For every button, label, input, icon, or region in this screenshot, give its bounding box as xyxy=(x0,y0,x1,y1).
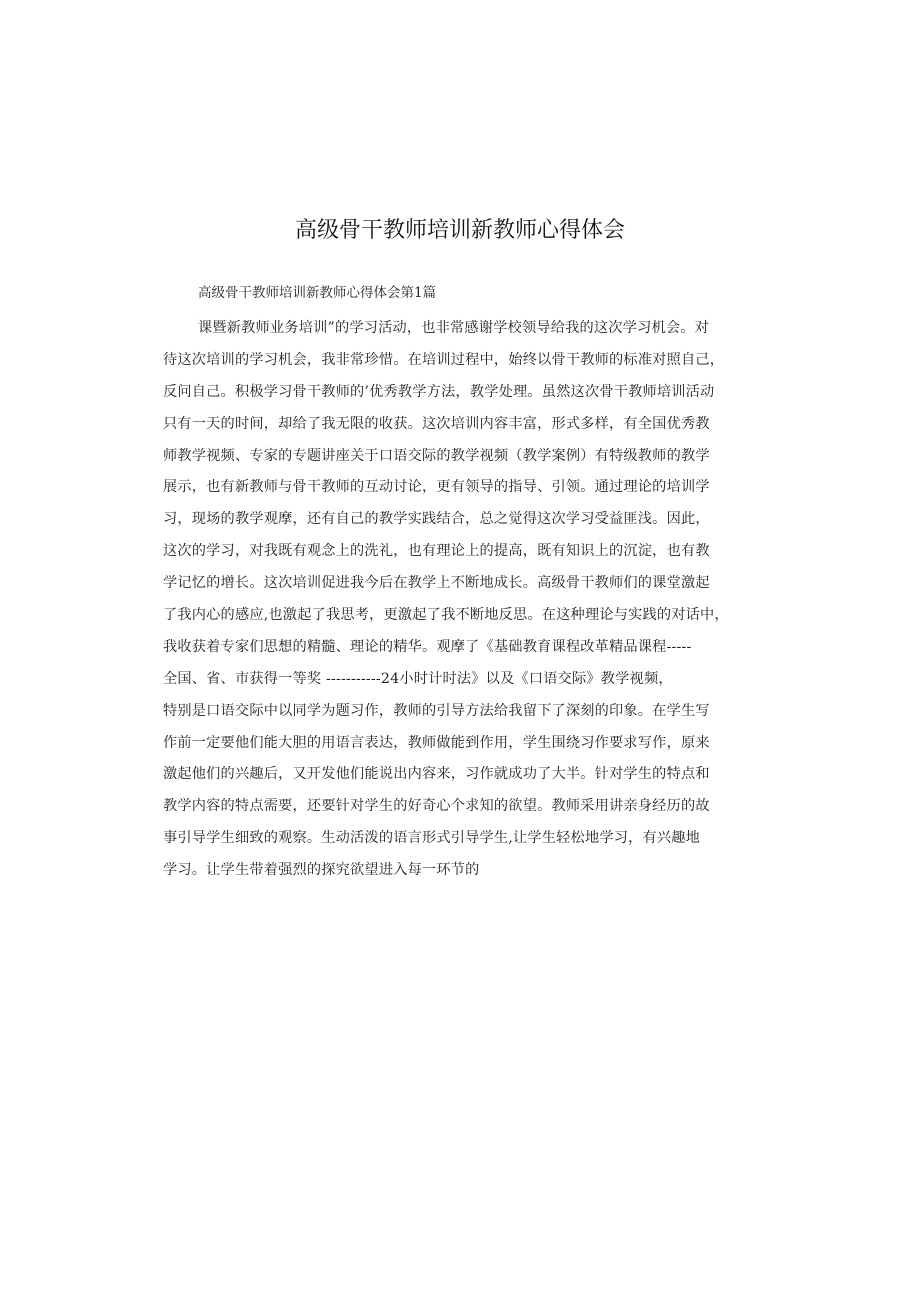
body-line: 习，现场的教学观摩，还有自己的教学实践结合，总之觉得这次学习受益匪浅。因此， xyxy=(163,511,710,528)
body-line: 特别是口语交际中以同学为题习作，教师的引导方法给我留下了深刻的印象。在学生写 xyxy=(163,702,710,719)
body-line: 师教学视频、专家的专题讲座关于口语交际的教学视频（教学案例）有特级教师的教学 xyxy=(163,447,710,464)
body-line: 全国、省、市获得一等奖 -----------24小时计时法》以及《口语交际》教学视频， xyxy=(163,670,673,687)
body-line: 学记忆的增长。这次培训促进我今后在教学上不断地成长。高级骨干教师们的课堂激起 xyxy=(163,575,710,592)
body-line: 课暨新教师业务培训”的学习活动，也非常感谢学校领导给我的这次学习机会。对 xyxy=(198,320,710,336)
body-line: 我收获着专家们思想的精髓、理论的精华。观摩了《基础教育课程改革精品课程----- xyxy=(163,638,692,655)
body-line: 展示，也有新教师与骨干教师的互动讨论，更有领导的指导、引领。通过理论的培训学 xyxy=(163,479,710,496)
section-heading: 高级骨干教师培训新教师心得体会第1篇 xyxy=(198,285,437,301)
document-title: 高级骨干教师培训新教师心得体会 xyxy=(294,218,625,243)
body-line: 教学内容的特点需要，还要针对学生的好奇心个求知的欲望。教师采用讲亲身经历的故 xyxy=(163,798,710,815)
body-line: 反问自己。积极学习骨干教师的’优秀教学方法，教学处理。虽然这次骨干教师培训活动 xyxy=(163,383,715,400)
body-text xyxy=(163,313,763,887)
body-line: 这次的学习，对我既有观念上的洗礼，也有理论上的提高，既有知识上的沉淀，也有教 xyxy=(163,543,710,560)
body-line: 作前一定要他们能大胆的用语言表达，教师做能到作用，学生围绕习作要求写作，原来 xyxy=(163,734,710,751)
body-line: 只有一天的时间，却给了我无限的收获。这次培训内容丰富，形式多样，有全国优秀教 xyxy=(163,415,710,432)
body-line: 激起他们的兴趣后，又开发他们能说出内容来，习作就成功了大半。针对学生的特点和 xyxy=(163,766,710,783)
body-line: 待这次培训的学习机会，我非常珍惜。在培训过程中，始终以骨干教师的标准对照自己， xyxy=(163,351,725,368)
body-line: 学习。让学生带着强烈的探究欲望进入每一环节的 xyxy=(163,862,480,879)
body-line: 事引导学生细致的观察。生动活泼的语言形式引导学生,让学生轻松地学习，有兴趣地 xyxy=(163,830,701,847)
body-line: 了我内心的感应,也激起了我思考，更激起了我不断地反思。在这种理论与实践的对话中， xyxy=(163,607,729,624)
